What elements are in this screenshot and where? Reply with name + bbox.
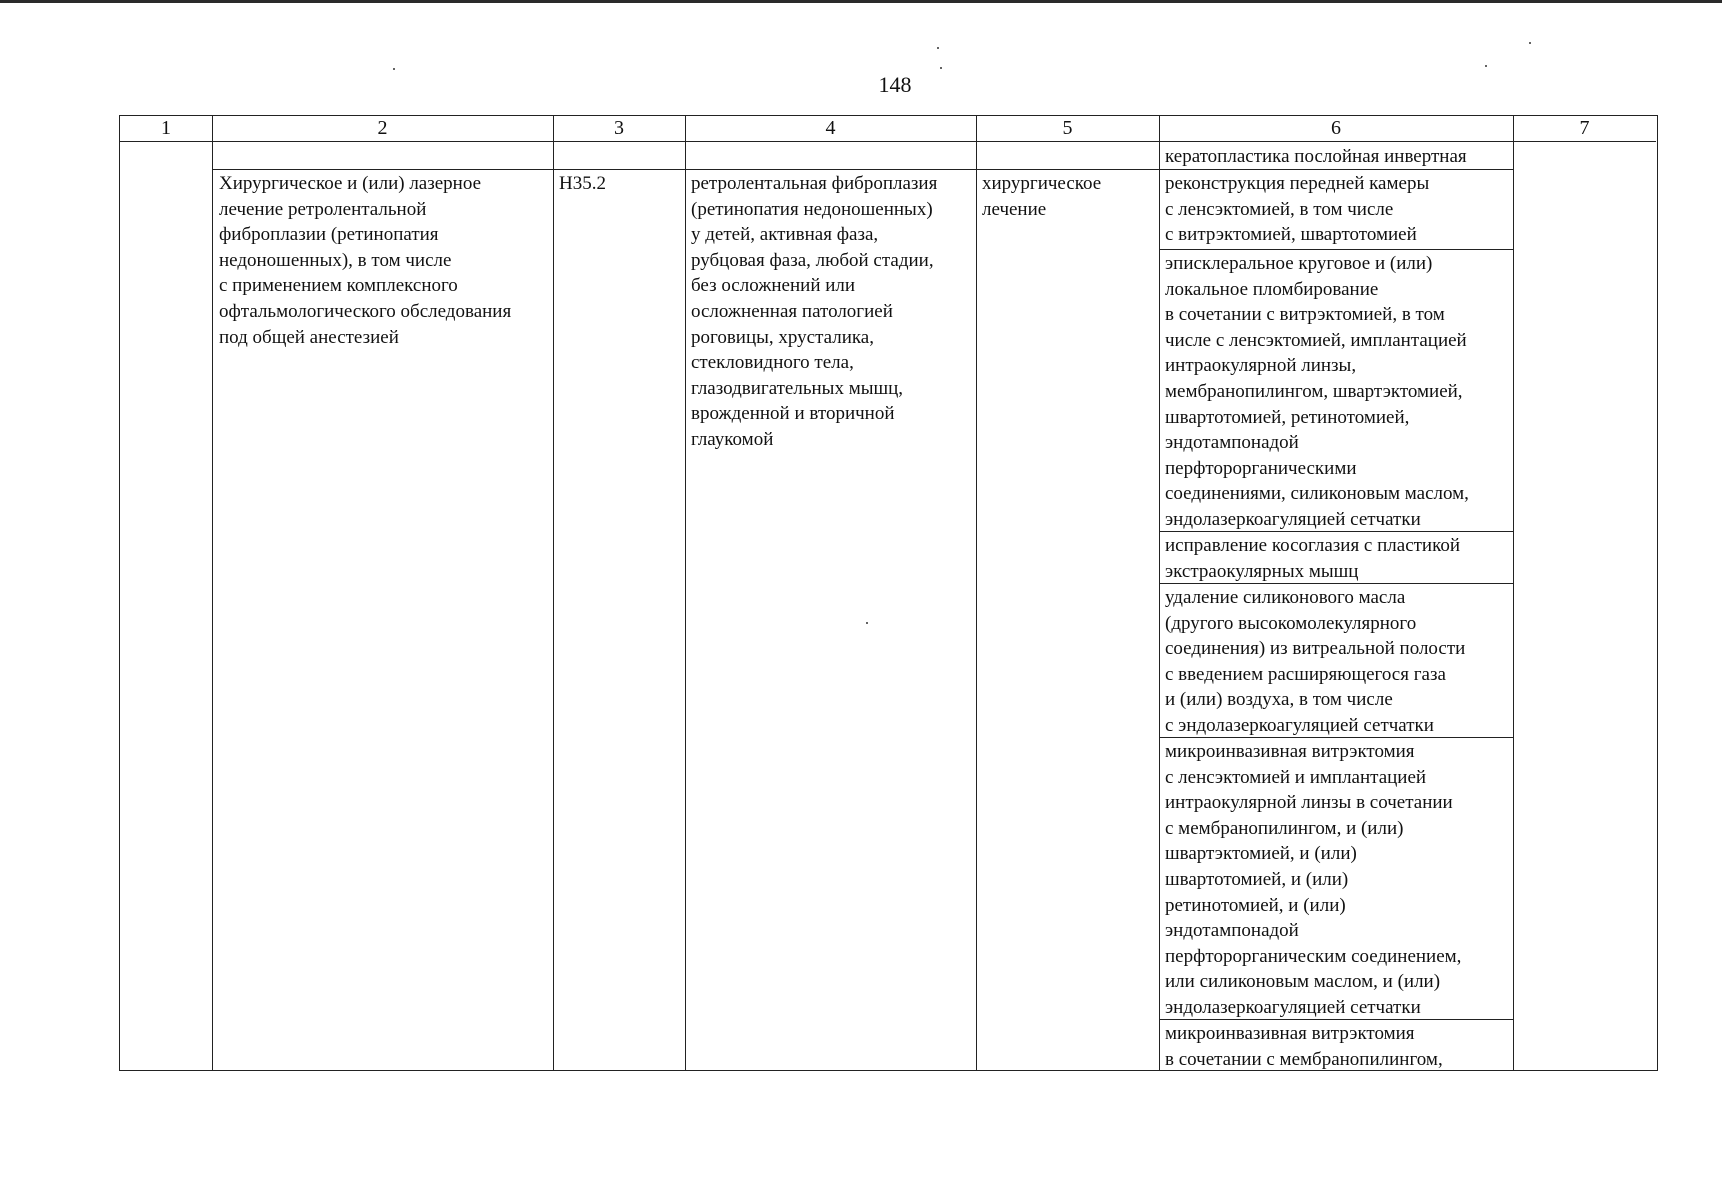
scan-speck — [940, 67, 942, 69]
patient-model-cell: ретролентальная фиброплазия (ретинопатия недоношенных) у детей, активная фаза, рубцовая фаза, любой стадии, без осложнений или осложненная патологией роговицы, хрусталика, стекловидного тела, глазодвигательных мышц, врожденной и вторичной глаукомой — [691, 173, 938, 450]
scan-speck — [937, 47, 939, 49]
column-header-5: 5 — [1062, 117, 1073, 139]
scan-speck — [393, 68, 395, 70]
column-divider — [212, 116, 213, 1070]
column-divider — [1159, 116, 1160, 1070]
column-header-7: 7 — [1579, 117, 1590, 139]
treatment-method-item: эписклеральное круговое и (или) локальное пломбирование в сочетании с витрэктомией, в том числе с ленсэктомией, имплантацией интраокулярной линзы, мембранопилингом, швартэктомией, швартотомией, ретинотомией, эндотампонадой перфторорганическими соединениями, силиконовым маслом, эндолазеркоагуляцией сетчатки — [1165, 253, 1469, 530]
column-header-6: 6 — [1331, 117, 1341, 139]
treatment-method-item: удаление силиконового масла (другого высокомолекулярного соединения) из витреальной полости с введением расширяющегося газа и (или) воздуха, в том числе с эндолазеркоагуляцией сетчатки — [1165, 587, 1466, 736]
treatment-type-cell: хирургическое лечение — [982, 173, 1102, 220]
column-header-4: 4 — [825, 117, 836, 139]
scan-speck — [1529, 42, 1531, 44]
column-header-3: 3 — [614, 117, 624, 139]
header-bottom-rule — [120, 141, 1656, 142]
column-divider — [685, 116, 686, 1070]
column-header-1: 1 — [161, 117, 171, 139]
page-number: 148 — [878, 72, 912, 97]
column-divider — [553, 116, 554, 1070]
scan-speck — [1485, 65, 1487, 67]
treatment-name-cell: Хирургическое и (или) лазерное лечение ретролентальной фиброплазии (ретинопатия недоношенных), в том числе с применением комплексного офтальмологического обследования под общей анестезией — [219, 173, 512, 348]
column-divider — [1513, 116, 1514, 1070]
diagnosis-code-cell: H35.2 — [559, 173, 606, 194]
treatment-method-item: исправление косоглазия с пластикой экстраокулярных мышц — [1165, 535, 1461, 582]
col6-item-divider — [1159, 249, 1513, 250]
treatment-method-item: реконструкция передней камеры с ленсэктомией, в том числе с витрэктомией, швартотомией — [1165, 173, 1430, 246]
procedures-table — [119, 115, 1658, 1071]
page-top-border — [0, 0, 1722, 3]
continued-procedure-cell: кератопластика послойная инвертная — [1165, 146, 1467, 167]
treatment-method-item: микроинвазивная витрэктомия в сочетании с мембранопилингом, — [1165, 1023, 1443, 1070]
column-header-2: 2 — [377, 117, 388, 139]
column-divider — [976, 116, 977, 1070]
treatment-method-item: микроинвазивная витрэктомия с ленсэктомией и имплантацией интраокулярной линзы в сочетании с мембранопилингом, и (или) швартэктомией, и (или) швартотомией, и (или) ретинотомией, и (или) эндотампонадой перфторорганическим соединением, или силиконовым маслом, и (или) эндолазеркоагуляцией сетчатки — [1165, 741, 1462, 1018]
